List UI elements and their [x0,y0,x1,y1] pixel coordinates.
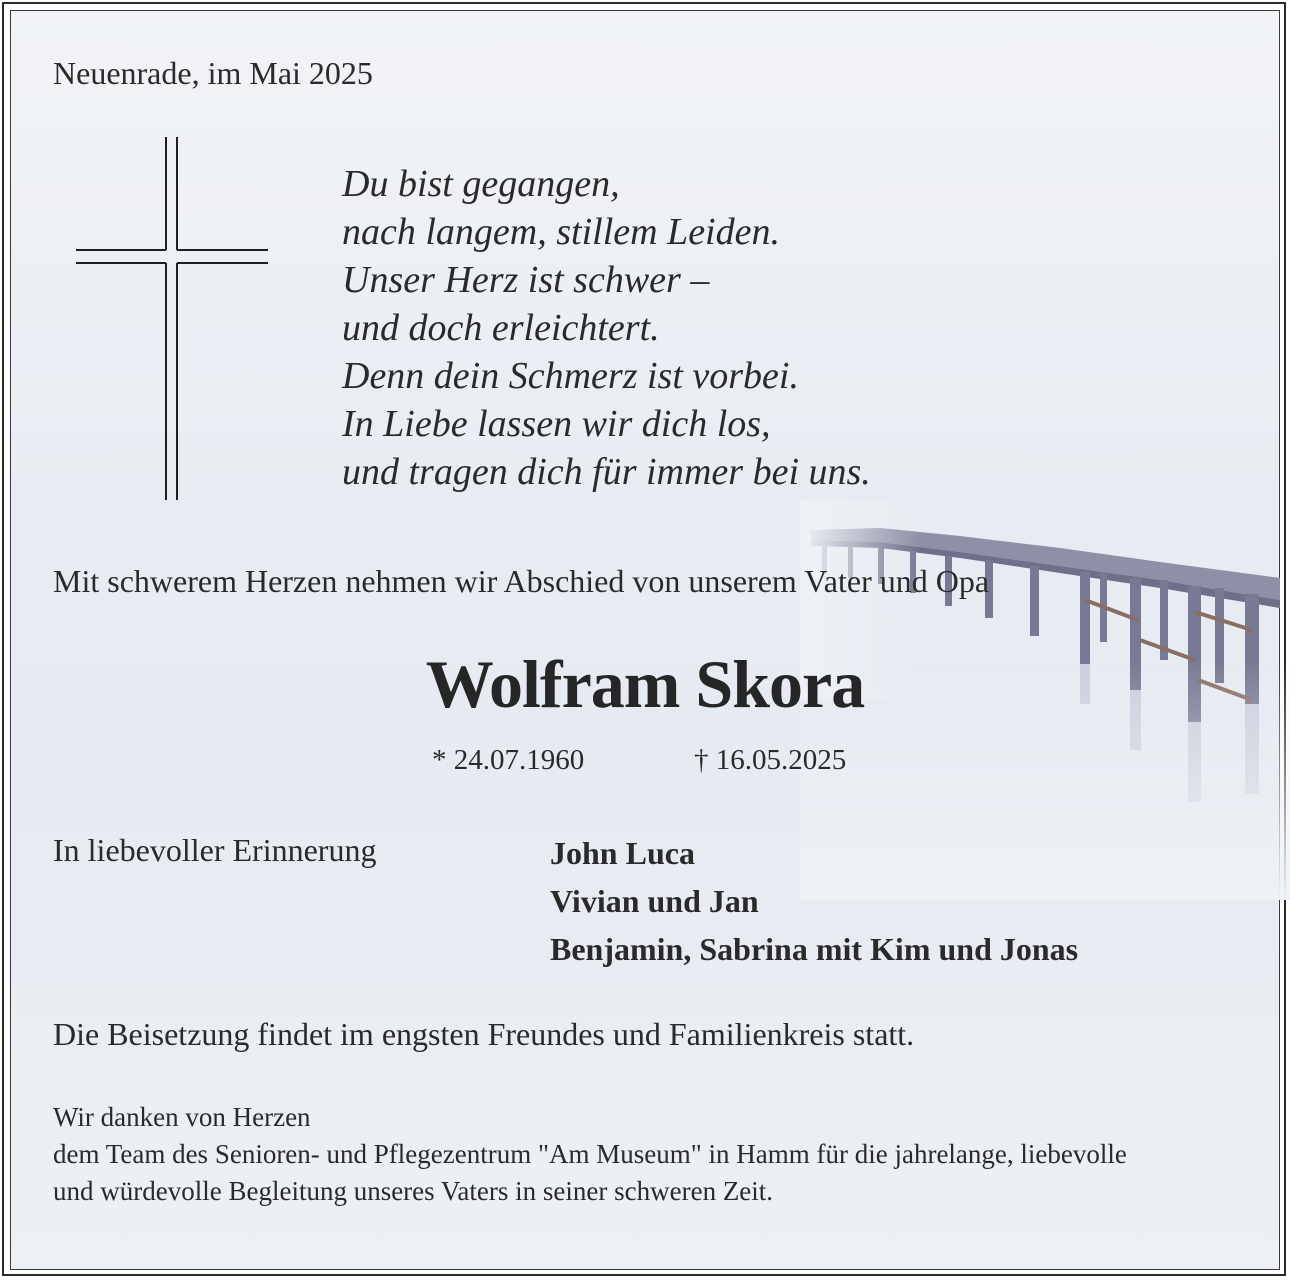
deceased-name: Wolfram Skora [425,646,865,722]
poem-line: Unser Herz ist schwer – [342,259,710,301]
burial-note: Die Beisetzung findet im engsten Freundes und Familienkreis statt. [53,1016,915,1052]
poem-line: nach langem, stillem Leiden. [342,211,780,253]
birth-date: * 24.07.1960 [432,744,585,776]
mourner-name: Vivian und Jan [550,883,759,919]
thanks-line: und würdevolle Begleitung unseres Vaters in seiner schweren Zeit. [53,1176,774,1206]
thanks-line: Wir danken von Herzen [53,1102,311,1132]
poem-line: Denn dein Schmerz ist vorbei. [342,355,799,397]
poem-line: und tragen dich für immer bei uns. [342,451,871,493]
death-date: † 16.05.2025 [694,744,847,776]
location-date: Neuenrade, im Mai 2025 [53,55,373,91]
mourner-name: John Luca [550,835,695,871]
intro-text: Mit schwerem Herzen nehmen wir Abschied von unserem Vater und Opa [53,563,990,599]
thanks-line: dem Team des Senioren- und Pflegezentrum "Am Museum" in Hamm für die jahrelange, liebevolle [53,1139,1127,1169]
mourners-list [550,829,1078,973]
poem-line: In Liebe lassen wir dich los, [342,403,771,445]
poem-line: Du bist gegangen, [342,163,620,205]
memory-label: In liebevoller Erinnerung [53,832,377,868]
thanks-note [53,1099,1127,1210]
mourner-name: Benjamin, Sabrina mit Kim und Jonas [550,931,1079,967]
poem-line: und doch erleichtert. [342,307,660,349]
poem [342,160,871,496]
